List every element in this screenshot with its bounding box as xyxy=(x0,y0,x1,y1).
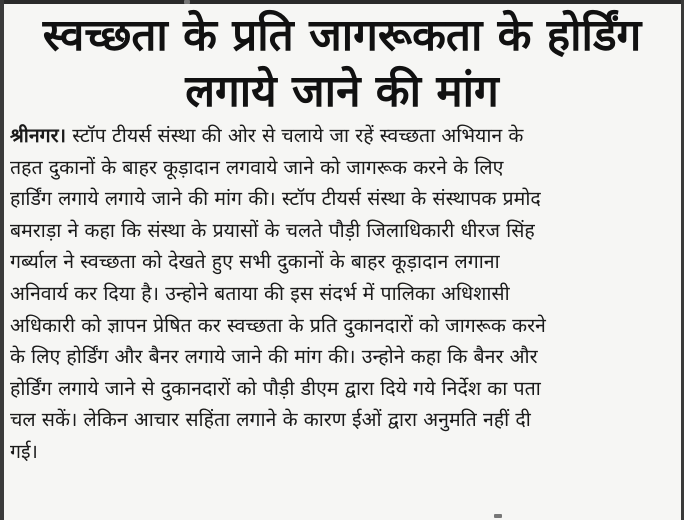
body-line-4: बमराड़ा ने कहा कि संस्था के प्रयासों के चलते पौड़ी जिलाधिकारी धीरज सिंह xyxy=(10,218,535,242)
body-line-9: होर्डिंग लगाये जाने से दुकानदारों को पौड़ी डीएम द्वारा दिये गये निर्देश का पता xyxy=(10,376,541,400)
body-line-10: चल सकें। लेकिन आचार सहिंता लगाने के कारण ईओं द्वारा अनुमति नहीं दी xyxy=(10,408,531,432)
body-line-8: के लिए होर्डिंग और बैनर लगाये जाने की मांग की। उन्होने कहा कि बैनर और xyxy=(10,345,538,369)
top-border-rule xyxy=(0,0,684,4)
body-line-5: गर्ब्याल ने स्वच्छता को देखते हुए सभी दुकानों के बाहर कूड़ादान लगाना xyxy=(10,250,500,274)
headline-line-1: स्वच्छता के प्रति जागरूकता के होर्डिंग xyxy=(42,10,642,61)
left-border-rule xyxy=(0,0,4,520)
body-line-6: अनिवार्य कर दिया है। उन्होने बताया की इस संदर्भ में पालिका अधिशासी xyxy=(10,281,510,305)
article-headline xyxy=(10,8,674,120)
body-line-3: हार्डिंग लगाये लगाये जाने की मांग की। स्टॉप टीयर्स संस्था के संस्थापक प्रमोद xyxy=(10,187,541,211)
article-body xyxy=(10,120,674,468)
print-speck xyxy=(184,0,190,4)
body-line-7: अधिकारी को ज्ञापन प्रेषित कर स्वच्छता के प्रति दुकानदारों को जागरूक करने xyxy=(10,313,546,337)
body-line-1 xyxy=(10,120,674,152)
print-speck xyxy=(494,514,502,518)
dateline: श्रीनगर। xyxy=(10,124,67,147)
body-line-11: गई। xyxy=(10,439,38,463)
body-line-1-text: स्टॉप टीयर्स संस्था की ओर से चलाये जा रहें स्वच्छता अभियान के xyxy=(66,124,524,147)
headline-line-2: लगाये जाने की मांग xyxy=(185,66,499,117)
body-line-2: तहत दुकानों के बाहर कूड़ादान लगवाये जाने को जागरूक करने के लिए xyxy=(10,155,504,179)
